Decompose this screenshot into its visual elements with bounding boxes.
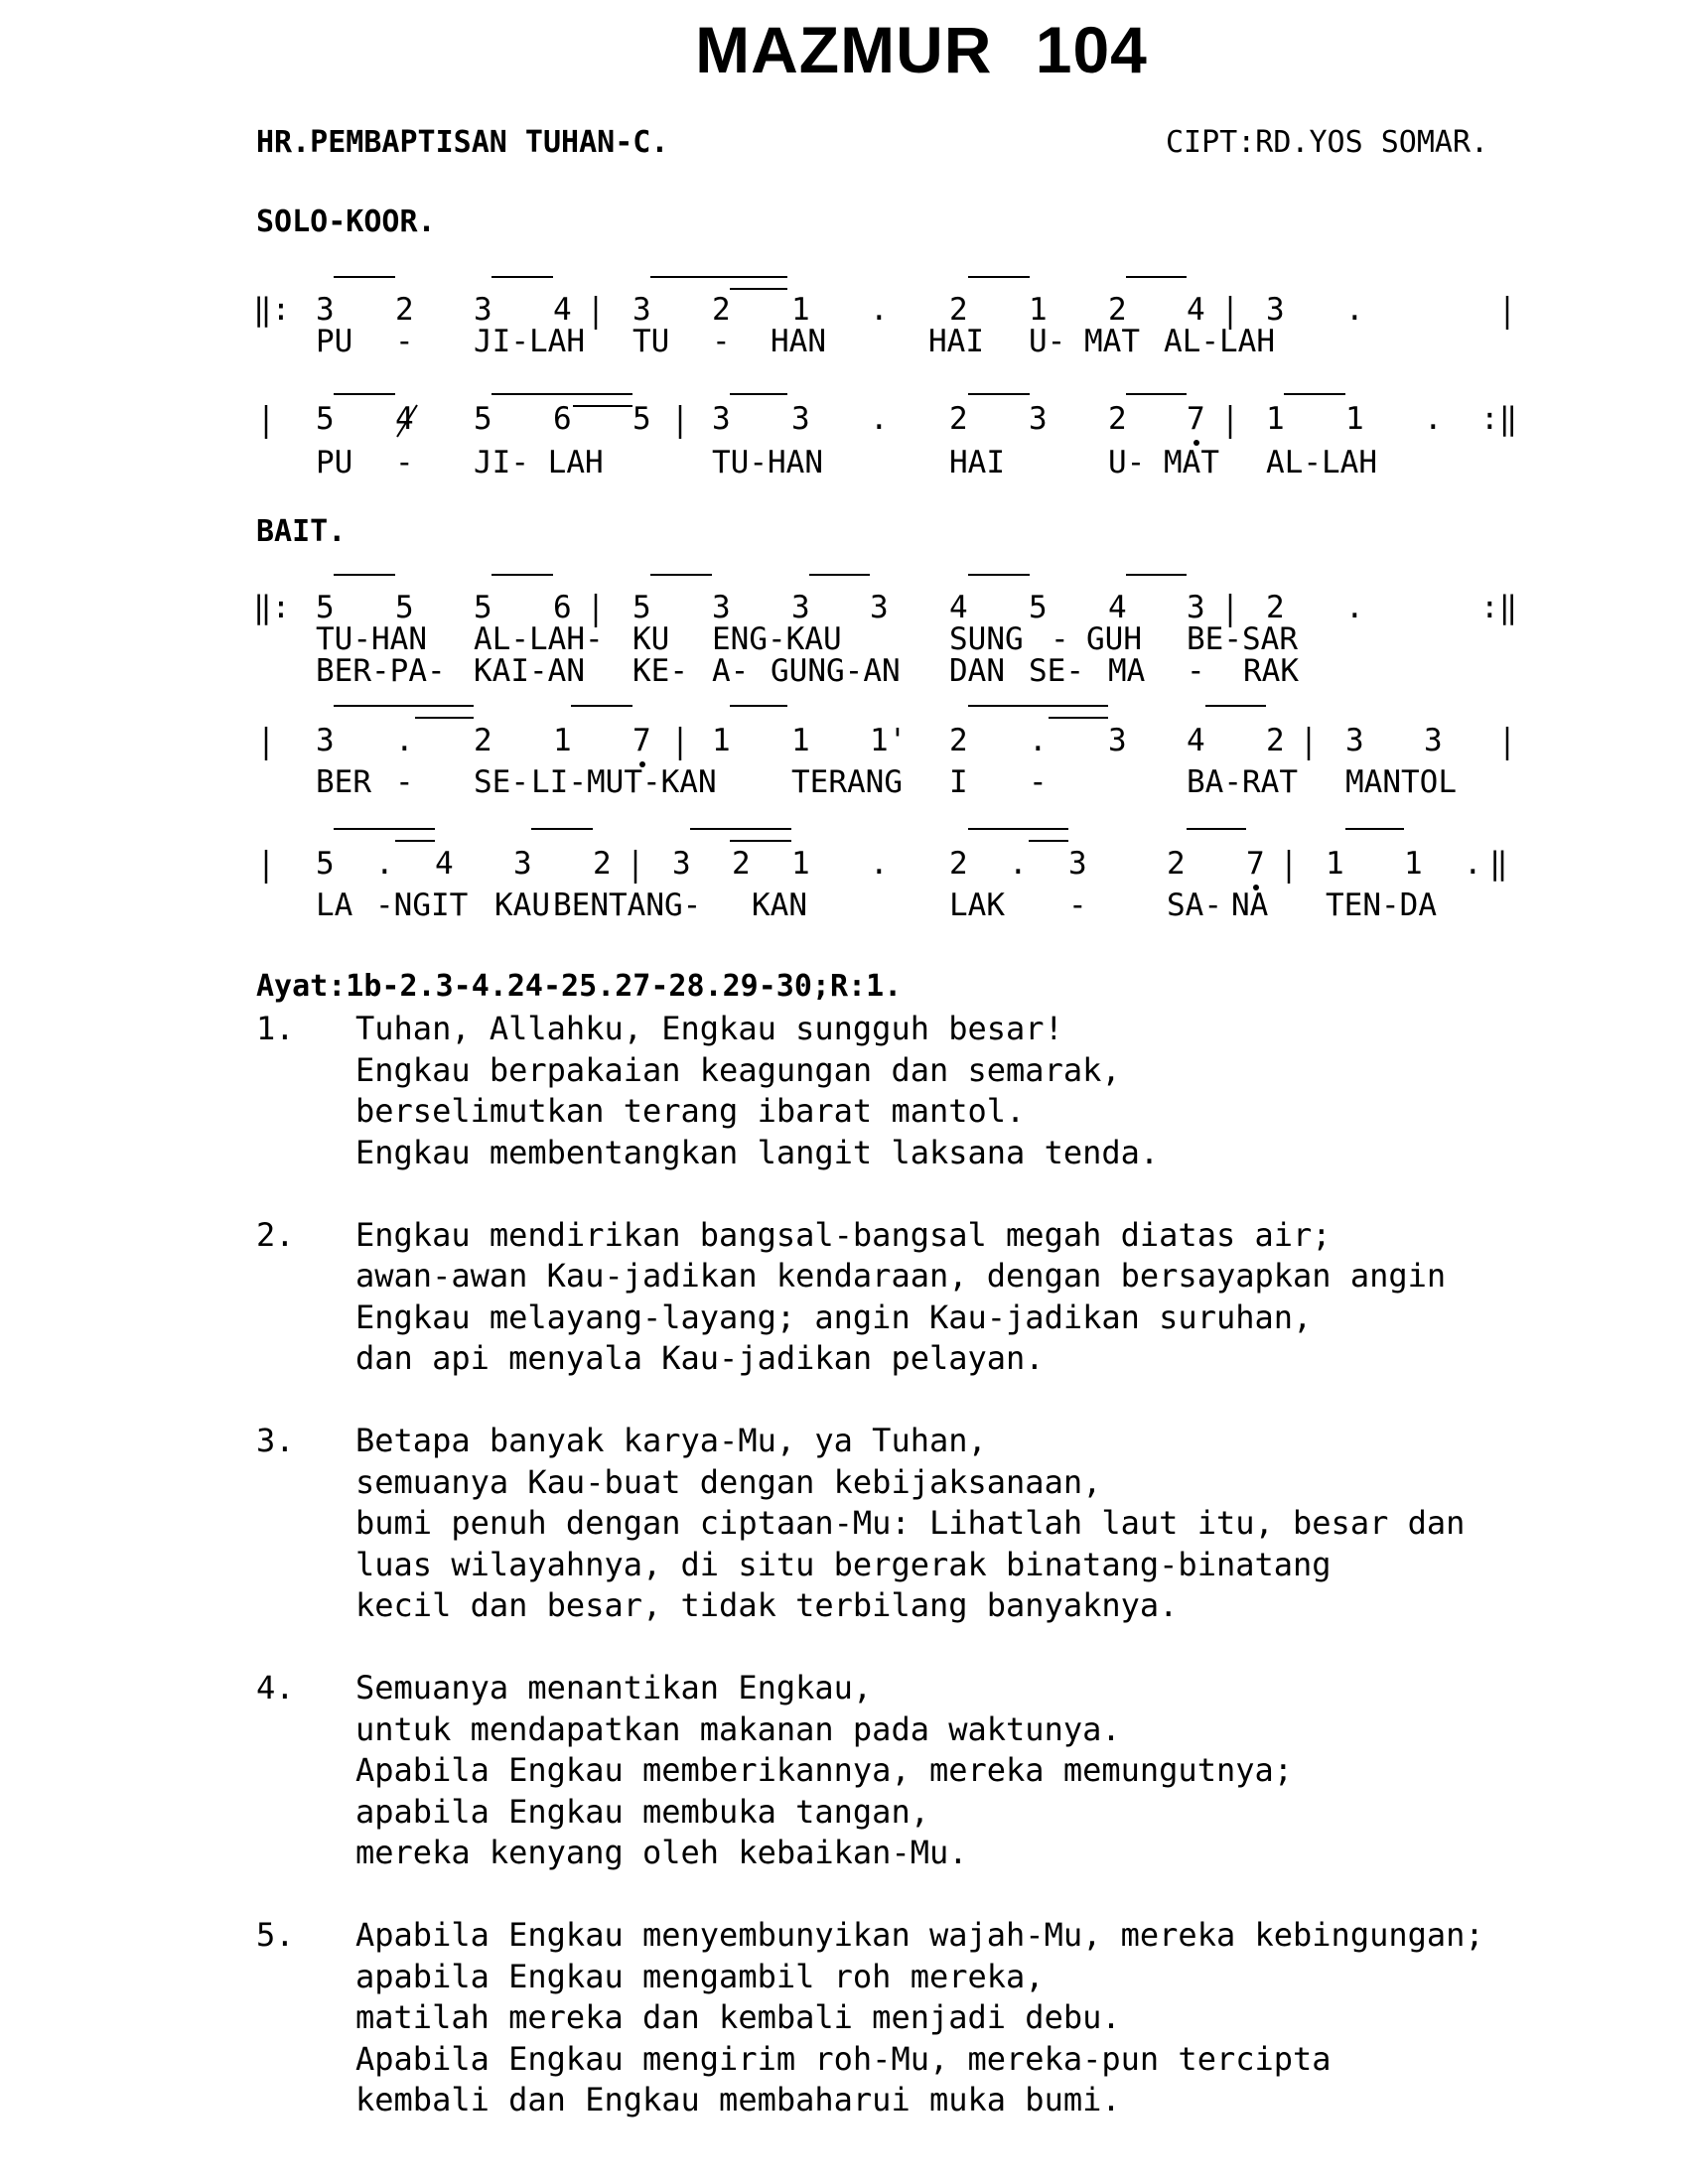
verse-line: Apabila Engkau menyembunyikan wajah-Mu, mereka kebingungan; — [355, 1916, 1484, 1954]
lyric: SE- — [1029, 653, 1084, 689]
lyric: KAN — [752, 887, 807, 923]
refrain-line-1 — [253, 277, 1507, 359]
note: 3 — [316, 292, 335, 328]
note: 3 — [870, 590, 889, 625]
verse-line: mereka kenyang oleh kebaikan-Mu. — [355, 1834, 968, 1871]
note: 1' — [870, 723, 908, 758]
verse-line: kecil dan besar, tidak terbilang banyaknya. — [355, 1586, 1179, 1624]
note: 4 — [949, 590, 968, 625]
note: . — [1029, 723, 1048, 758]
note: 5 — [316, 401, 335, 437]
lyric: - — [1051, 621, 1069, 657]
note: 2 — [949, 292, 968, 328]
lyric: - — [395, 764, 414, 800]
note: 5 — [474, 590, 492, 625]
note: 3 — [791, 401, 810, 437]
lyric: AL-LAH — [1266, 445, 1377, 480]
lyric: -NGIT — [375, 887, 469, 923]
note: 2 — [1167, 846, 1186, 882]
note: 3 — [1029, 401, 1048, 437]
lyric: BE-SAR — [1187, 621, 1298, 657]
note: 1 — [1266, 401, 1285, 437]
note: 6 — [553, 590, 572, 625]
note: . — [1345, 590, 1364, 625]
lyric: SE- — [474, 764, 529, 800]
lyric: AL-LAH- — [474, 621, 604, 657]
note: 5 — [632, 590, 651, 625]
note: 1 — [1326, 846, 1344, 882]
note: 4 — [1187, 292, 1205, 328]
verse-number: 1. — [256, 1010, 295, 1047]
lyric: - — [1187, 653, 1205, 689]
note: 3 — [791, 590, 810, 625]
note: 3 — [712, 590, 731, 625]
note: 1 — [1345, 401, 1364, 437]
verse-item — [256, 1668, 1484, 1874]
note: 5 — [474, 401, 492, 437]
lyric: NA — [1231, 887, 1269, 923]
lyric: - — [395, 445, 414, 480]
note: 2 — [712, 292, 731, 328]
note: . — [870, 846, 889, 882]
verse-line: Semuanya menantikan Engkau, — [355, 1669, 873, 1706]
occasion-label: HR.PEMBAPTISAN TUHAN-C. — [256, 125, 669, 160]
note: 5 — [316, 590, 335, 625]
note: 4 — [435, 846, 454, 882]
note: 2 — [1108, 401, 1127, 437]
note: 7 — [1246, 846, 1265, 882]
verse-number: 4. — [256, 1669, 295, 1706]
note: 2 — [1266, 590, 1285, 625]
lyric: BA-RAT — [1187, 764, 1298, 800]
composer-label: CIPT:RD.YOS SOMAR. — [1166, 125, 1489, 160]
note: . — [1345, 292, 1364, 328]
lyric: - — [1068, 887, 1087, 923]
verse-item — [256, 1009, 1484, 1173]
lyric: PU — [316, 324, 353, 359]
verse-line: apabila Engkau membuka tangan, — [355, 1792, 929, 1831]
note: . — [1464, 846, 1482, 882]
lyric: TEN-DA — [1326, 887, 1437, 923]
note: 4 — [1187, 723, 1205, 758]
ayat-reference: Ayat:1b-2.3-4.24-25.27-28.29-30;R:1. — [256, 969, 903, 1004]
lyric: MA — [1108, 653, 1146, 689]
verse-line: Apabila Engkau memberikannya, mereka memungutnya; — [355, 1751, 1294, 1789]
note: 4 — [395, 401, 414, 437]
note: 3 — [316, 723, 335, 758]
note: 1 — [1029, 292, 1048, 328]
lyric: KE- — [632, 653, 688, 689]
verse-music-label: BAIT. — [256, 514, 347, 549]
repeat-end-sign: :‖ — [1480, 401, 1518, 437]
verse-line: Tuhan, Allahku, Engkau sungguh besar! — [355, 1010, 1063, 1047]
note: 1 — [791, 723, 810, 758]
verse-line: kembali dan Engkau membaharui muka bumi. — [355, 2081, 1121, 2118]
verse-item — [256, 1915, 1484, 2121]
repeat-start-sign: ‖: — [253, 292, 291, 328]
lyric: JI- LAH — [474, 445, 604, 480]
lyric: JI-LAH — [474, 324, 585, 359]
lyric: AL-LAH — [1164, 324, 1275, 359]
lyric: SUNG — [949, 621, 1024, 657]
verse-line: untuk mendapatkan makanan pada waktunya. — [355, 1709, 1121, 1748]
lyric: LA — [316, 887, 353, 923]
note: 2 — [1266, 723, 1285, 758]
note: 3 — [1266, 292, 1285, 328]
refrain-label: SOLO-KOOR. — [256, 205, 436, 239]
note: 1 — [553, 723, 572, 758]
note: 4 — [553, 292, 572, 328]
lyric: LI-MUT-KAN — [531, 764, 717, 800]
verse-list — [256, 1009, 1484, 2162]
verse-line: semuanya Kau-buat dengan kebijaksanaan, — [355, 1462, 1102, 1501]
note: 3 — [1068, 846, 1087, 882]
verse-line: matilah mereka dan kembali menjadi debu. — [355, 1998, 1121, 2036]
note: 6 — [553, 401, 572, 437]
verse-line: awan-awan Kau-jadikan kendaraan, dengan bersayapkan angin — [355, 1257, 1447, 1295]
note: 3 — [474, 292, 492, 328]
note: 3 — [1424, 723, 1443, 758]
verse-music-line-1 — [253, 575, 1517, 689]
note: 3 — [513, 846, 532, 882]
lyric: DAN — [949, 653, 1005, 689]
lyric: HAI — [949, 445, 1005, 480]
lyric: I — [949, 764, 968, 800]
verse-line: Engkau berpakaian keagungan dan semarak, — [355, 1050, 1121, 1089]
lyric: - — [712, 324, 731, 359]
verse-item — [256, 1215, 1484, 1380]
page-title: MAZMUR 104 — [695, 13, 1148, 86]
lyric: MAT — [1084, 324, 1140, 359]
note: 2 — [593, 846, 612, 882]
note: 4 — [1108, 590, 1127, 625]
verse-line: luas wilayahnya, di situ bergerak binatang-binatang — [355, 1545, 1332, 1583]
lyric: LAK — [949, 887, 1005, 923]
note: 5 — [632, 401, 651, 437]
note: . — [375, 846, 394, 882]
verse-number: 2. — [256, 1215, 295, 1254]
note: . — [870, 292, 889, 328]
lyric: BER — [316, 764, 371, 800]
verse-music-line-2 — [266, 706, 1507, 800]
note: 1 — [791, 846, 810, 882]
lyric: SA- — [1167, 887, 1222, 923]
note: 3 — [1187, 590, 1205, 625]
note: . — [870, 401, 889, 437]
note: 3 — [1108, 723, 1127, 758]
lyric: BER-PA- — [316, 653, 446, 689]
verse-line: dan api menyala Kau-jadikan pelayan. — [355, 1339, 1045, 1377]
note: . — [1009, 846, 1028, 882]
lyric: KAI-AN — [474, 653, 585, 689]
note: 7 — [1187, 401, 1205, 437]
verse-number: 3. — [256, 1422, 295, 1459]
note: 2 — [1108, 292, 1127, 328]
note: 7 — [632, 723, 651, 758]
note: 5 — [1029, 590, 1048, 625]
lyric: RAK — [1243, 653, 1299, 689]
note: . — [1424, 401, 1443, 437]
lyric: A- — [712, 653, 750, 689]
note: 5 — [395, 590, 414, 625]
note: 2 — [949, 846, 968, 882]
lyric: KAU — [494, 887, 550, 923]
note: 3 — [632, 292, 651, 328]
lyric: ENG-KAU — [712, 621, 842, 657]
note: 2 — [949, 723, 968, 758]
verse-number: 5. — [256, 1916, 295, 1954]
note: 5 — [316, 846, 335, 882]
lyric: U- — [1029, 324, 1066, 359]
verse-line: Engkau melayang-layang; angin Kau-jadikan suruhan, — [355, 1297, 1313, 1336]
lyric: GUH — [1086, 621, 1142, 657]
lyric: HAN — [771, 324, 826, 359]
final-barline: ‖ — [1489, 846, 1508, 882]
note: 1 — [791, 292, 810, 328]
lyric: BENTANG- — [553, 887, 702, 923]
note: 3 — [672, 846, 691, 882]
lyric: PU — [316, 445, 353, 480]
lyric: TU-HAN — [712, 445, 823, 480]
verse-line: berselimutkan terang ibarat mantol. — [355, 1092, 1026, 1130]
lyric: GUNG-AN — [771, 653, 901, 689]
lyric: TERANG — [791, 764, 903, 800]
verse-music-line-3 — [266, 829, 1508, 923]
refrain-line-2 — [266, 394, 1517, 480]
lyric: TU-HAN — [316, 621, 427, 657]
note: 3 — [712, 401, 731, 437]
verse-line: bumi penuh dengan ciptaan-Mu: Lihatlah laut itu, besar dan — [355, 1504, 1466, 1542]
note: 2 — [949, 401, 968, 437]
repeat-start-sign: ‖: — [253, 590, 291, 625]
verse-line: Engkau membentangkan langit laksana tenda. — [355, 1133, 1160, 1171]
note: 2 — [395, 292, 414, 328]
repeat-end-sign: :‖ — [1480, 590, 1518, 625]
note: . — [395, 723, 414, 758]
note: 1 — [712, 723, 731, 758]
verse-line: Engkau mendirikan bangsal-bangsal megah diatas air; — [355, 1215, 1332, 1254]
lyric: - — [1029, 764, 1048, 800]
note: 3 — [1345, 723, 1364, 758]
lyric: U- MAT — [1108, 445, 1219, 480]
lyric: MANTOL — [1345, 764, 1457, 800]
lyric: - — [395, 324, 414, 359]
note: 2 — [732, 846, 751, 882]
lyric: HAI — [928, 324, 984, 359]
verse-line: apabila Engkau mengambil roh mereka, — [355, 1957, 1045, 1995]
lyric: TU — [632, 324, 670, 359]
lyric: KU — [632, 621, 670, 657]
note: 1 — [1404, 846, 1423, 882]
verse-item — [256, 1421, 1484, 1627]
verse-line: Apabila Engkau mengirim roh-Mu, mereka-pun tercipta — [355, 2039, 1332, 2078]
verse-line: Betapa banyak karya-Mu, ya Tuhan, — [355, 1422, 987, 1459]
note: 2 — [474, 723, 492, 758]
